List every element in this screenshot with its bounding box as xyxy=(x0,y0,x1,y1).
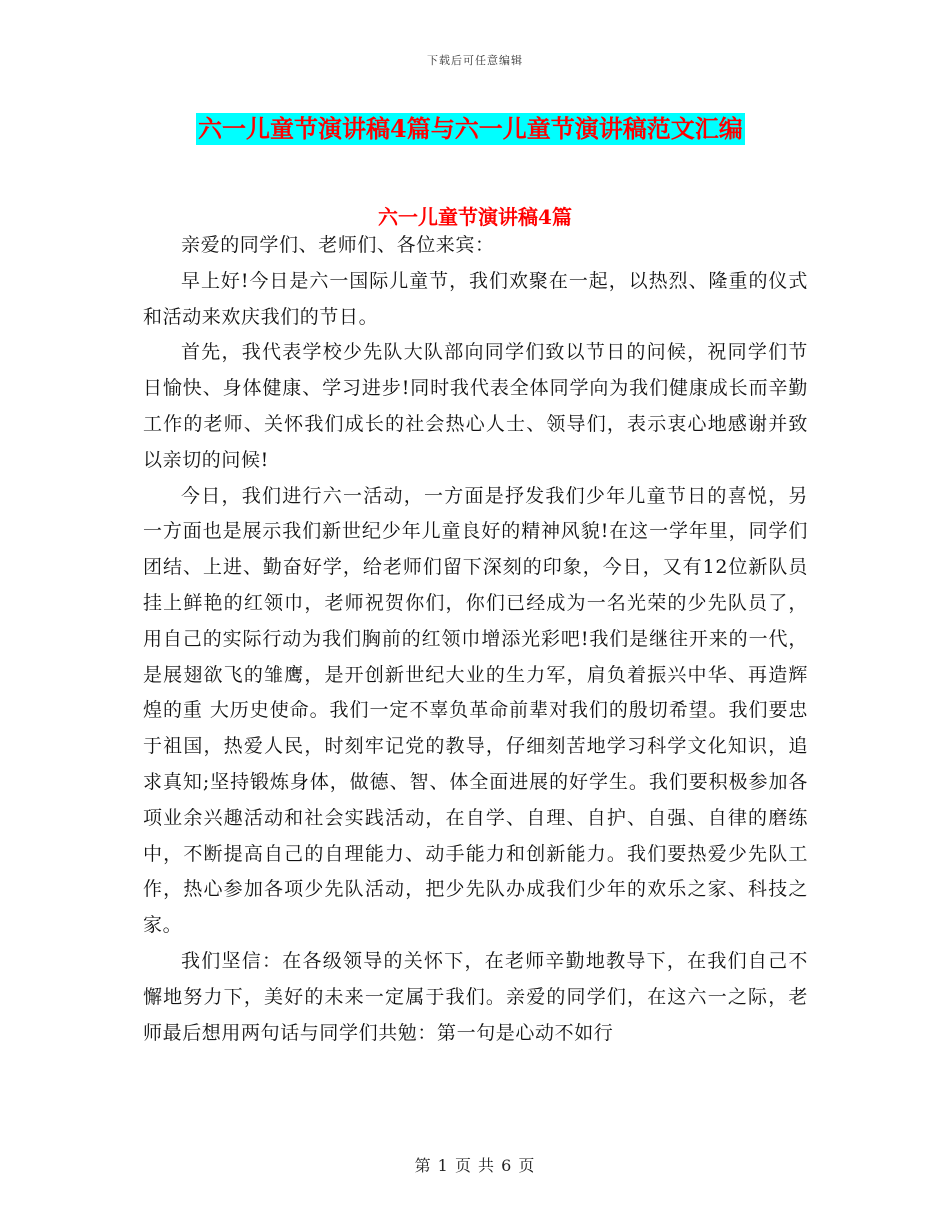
body-paragraph: 我们坚信：在各级领导的关怀下，在老师辛勤地教导下，在我们自己不懈地努力下，美好的未来一定属于我们。亲爱的同学们，在这六一之际，老师最后想用两句话与同学们共勉：第一句是心动不如行 xyxy=(143,949,808,1044)
section-title: 六一儿童节演讲稿4篇 xyxy=(378,205,572,229)
document-title: 六一儿童节演讲稿4篇与六一儿童节演讲稿范文汇编 xyxy=(198,114,743,143)
header-note: 下载后可任意编辑 xyxy=(427,54,523,67)
greeting-paragraph: 亲爱的同学们、老师们、各位来宾： xyxy=(181,234,495,256)
body-paragraph: 早上好!今日是六一国际儿童节，我们欢聚在一起，以热烈、隆重的仪式和活动来欢庆我们的节日。 xyxy=(143,269,808,328)
body-paragraph: 首先，我代表学校少先队大队部向同学们致以节日的问候，祝同学们节日愉快、身体健康、学习进步!同时我代表全体同学向为我们健康成长而辛勤工作的老师、关怀我们成长的社会热心人士、领导们，表示衷心地感谢并致以亲切的问候! xyxy=(143,341,808,471)
page-number: 第 1 页 共 6 页 xyxy=(414,1156,536,1175)
body-paragraph: 今日，我们进行六一活动，一方面是抒发我们少年儿童节日的喜悦，另一方面也是展示我们新世纪少年儿童良好的精神风貌!在这一学年里，同学们团结、上进、勤奋好学，给老师们留下深刻的印象，今日，又有12位新队员挂上鲜艳的红领巾，老师祝贺你们，你们已经成为一名光荣的少先队员了，用自己的实际行动为我们胸前的红领巾增添光彩吧!我们是继往开来的一代，是展翅欲飞的雏鹰，是开创新世纪大业的生力军，肩负着振兴中华、再造辉煌的重 大历史使命。我们一定不辜负革命前辈对我们的殷切希望。我们要忠于祖国，热爱人民，时刻牢记党的教导，仔细刻苦地学习科学文化知识，追求真知;坚持锻炼身体，做德、智、体全面进展的好学生。我们要积极参加各项业余兴趣活动和社会实践活动，在自学、自理、自护、自强、自律的磨练中，不断提高自己的自理能力、动手能力和创新能力。我们要热爱少先队工作，热心参加各项少先队活动，把少先队办成我们少年的欢乐之家、科技之家。 xyxy=(143,484,808,937)
document-body xyxy=(143,228,808,1051)
